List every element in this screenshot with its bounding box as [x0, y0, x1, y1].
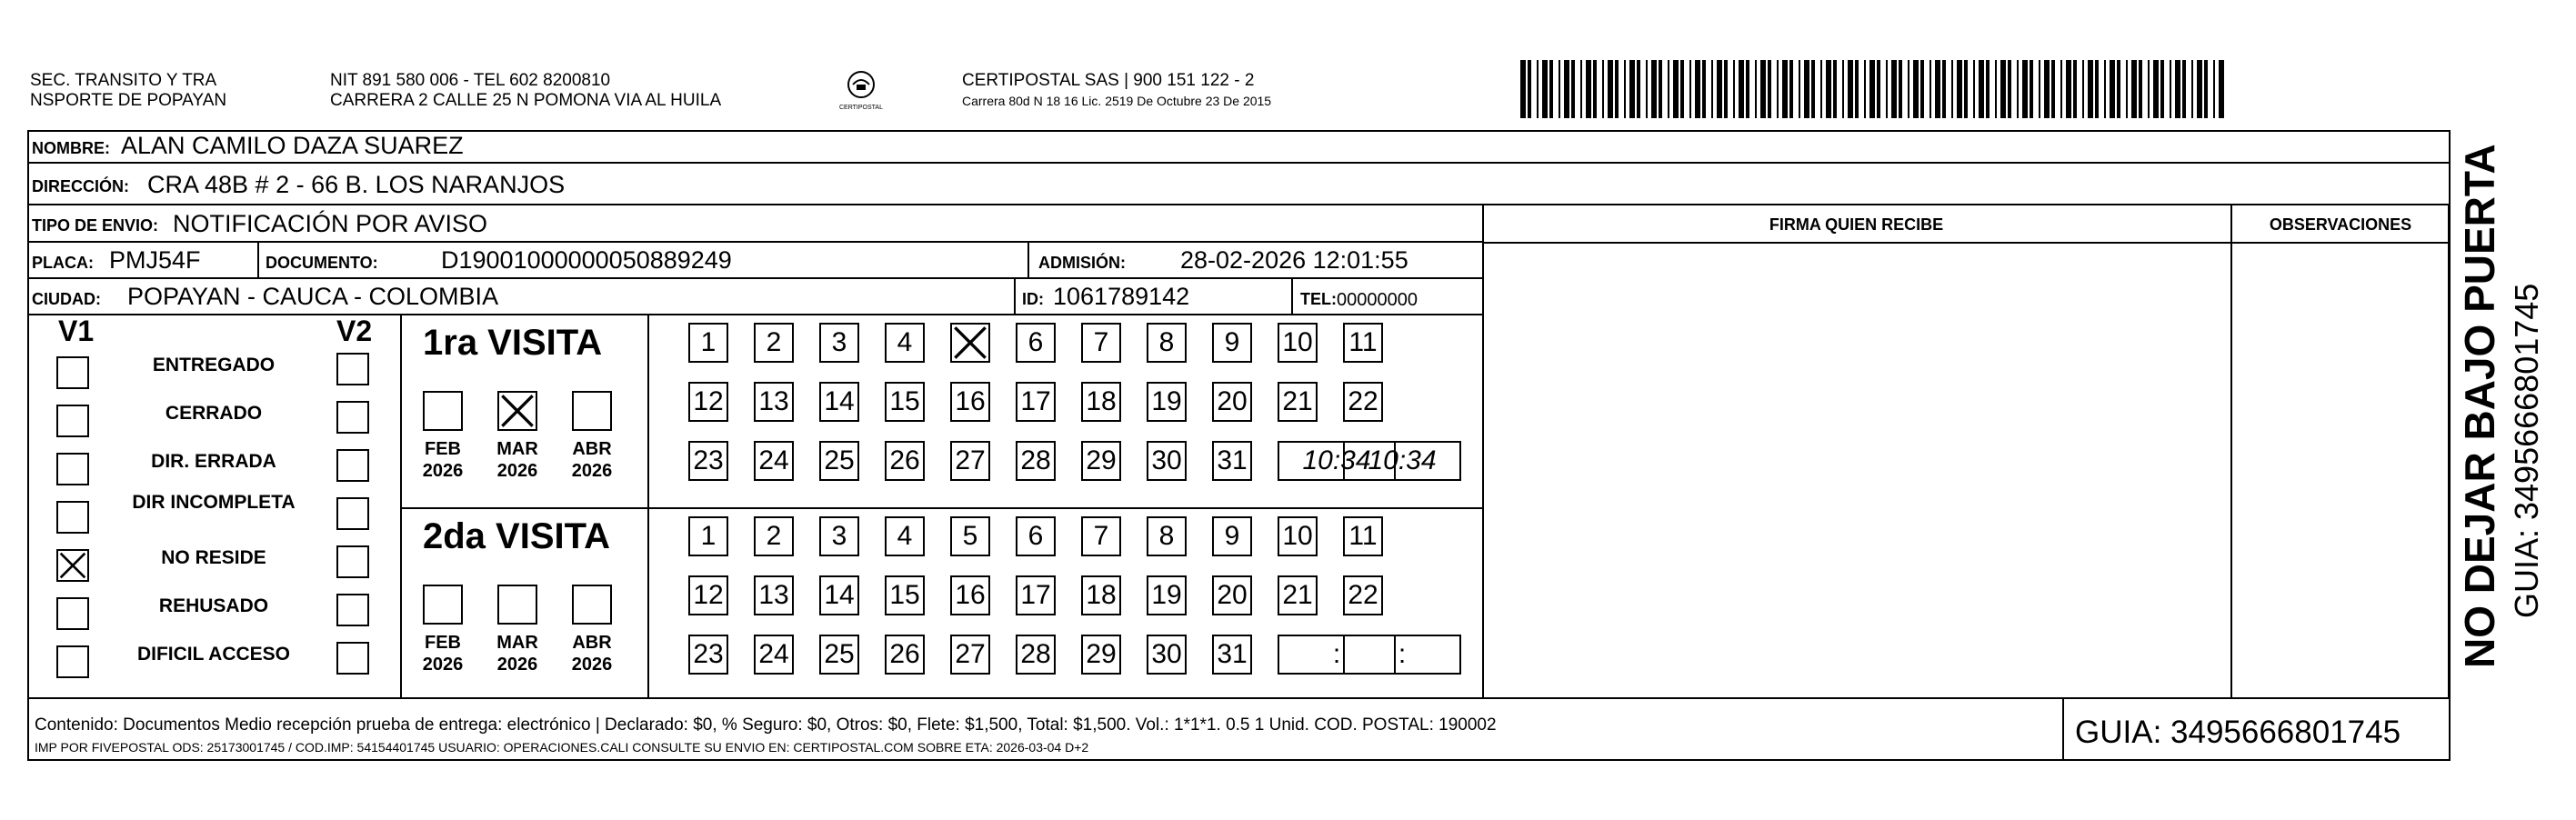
side-guia: GUIA: 3495666801745	[2508, 283, 2545, 618]
first-day-box[interactable]: 14	[819, 382, 859, 422]
barcode-bar	[1520, 60, 1526, 118]
first-day-box[interactable]: 21	[1278, 382, 1318, 422]
divider	[257, 243, 259, 279]
v2-checkbox[interactable]	[336, 353, 369, 385]
entity-line-2: NSPORTE DE POPAYAN	[30, 91, 227, 110]
barcode-bar	[2197, 60, 2202, 118]
barcode-bar	[2182, 60, 2186, 118]
v1-label: V1	[58, 315, 95, 347]
second-time-box[interactable]: :	[1343, 635, 1461, 675]
tipo-label: TIPO DE ENVIO:	[32, 216, 159, 235]
second-day-box[interactable]: 1	[688, 516, 728, 556]
first-day-box[interactable]: 1	[688, 323, 728, 363]
second-day-box[interactable]: 4	[885, 516, 925, 556]
barcode-bar	[1979, 60, 1984, 118]
barcode-bar	[1935, 60, 1940, 118]
barcode-bar	[1899, 60, 1902, 118]
second-day-box[interactable]: 27	[950, 635, 990, 675]
barcode-bar	[2104, 60, 2106, 118]
second-time-box[interactable]: :	[1278, 635, 1396, 675]
second-day-box[interactable]: 23	[688, 635, 728, 675]
v2-checkbox[interactable]	[336, 545, 369, 578]
second-day-box[interactable]: 14	[819, 575, 859, 615]
first-month-label: FEB 2026	[422, 439, 464, 481]
first-month-label: MAR 2026	[496, 439, 538, 481]
barcode-bar	[1739, 60, 1744, 118]
barcode-bar	[1891, 60, 1897, 118]
barcode-bar	[1637, 60, 1640, 118]
barcode-bar	[1559, 60, 1560, 118]
courier-line: CERTIPOSTAL SAS | 900 151 122 - 2	[962, 71, 1255, 90]
v1-checkbox[interactable]	[56, 405, 89, 437]
second-day-box[interactable]: 8	[1147, 516, 1187, 556]
barcode-bar	[1920, 60, 1924, 118]
barcode-bar	[1586, 60, 1591, 118]
first-day-box[interactable]: 24	[754, 441, 794, 481]
v2-checkbox[interactable]	[336, 497, 369, 530]
ciudad-value: POPAYAN - CAUCA - COLOMBIA	[127, 283, 499, 310]
placa-value: PMJ54F	[109, 246, 201, 274]
status-option-label: DIFICIL ACCESO	[136, 644, 290, 665]
barcode-bar	[1673, 60, 1679, 118]
first-day-box[interactable]: 16	[950, 382, 990, 422]
barcode-bar	[1528, 60, 1531, 118]
barcode-bar	[1542, 60, 1548, 118]
status-divider	[400, 315, 402, 697]
v1-checkbox[interactable]	[56, 356, 89, 389]
first-day-box[interactable]: 4	[885, 323, 925, 363]
first-day-box[interactable]: 3	[819, 323, 859, 363]
v1-checkbox[interactable]	[56, 645, 89, 678]
footer-separator	[27, 697, 2451, 699]
barcode-bar	[1804, 60, 1809, 118]
v2-checkbox[interactable]	[336, 594, 369, 626]
divider	[1027, 243, 1029, 279]
first-day-box[interactable]: 12	[688, 382, 728, 422]
v2-label: V2	[336, 315, 373, 347]
barcode-bar	[2160, 60, 2164, 118]
barcode-bar	[1702, 60, 1706, 118]
barcode-bar	[2117, 60, 2120, 118]
second-month-label: FEB 2026	[422, 633, 464, 675]
barcode-bar	[2126, 60, 2128, 118]
barcode-bar	[1695, 60, 1700, 118]
col-divider	[1482, 205, 1484, 697]
first-day-box[interactable]: 15	[885, 382, 925, 422]
courier-sub: Carrera 80d N 18 16 Lic. 2519 De Octubre 23 De 2015	[962, 94, 1272, 108]
nombre-label: NOMBRE:	[32, 139, 110, 157]
entity-name	[30, 71, 226, 111]
first-day-box[interactable]: 7	[1081, 323, 1121, 363]
barcode-bar	[1689, 60, 1691, 118]
barcode-bar	[2191, 60, 2193, 118]
barcode-bar	[1869, 60, 1875, 118]
courier-info	[962, 71, 1271, 111]
second-day-box[interactable]: 12	[688, 575, 728, 615]
barcode-bar	[1564, 60, 1569, 118]
barcode-bar	[2131, 60, 2137, 118]
v1-checkbox[interactable]	[56, 501, 89, 534]
first-day-box[interactable]: 26	[885, 441, 925, 481]
barcode-bar	[1842, 60, 1844, 118]
first-day-box[interactable]: 31	[1212, 441, 1252, 481]
barcode-bar	[1717, 60, 1722, 118]
barcode	[1520, 60, 2230, 118]
first-day-box[interactable]: 8	[1147, 323, 1187, 363]
first-day-box[interactable]: 11	[1343, 323, 1383, 363]
barcode-bar	[1580, 60, 1582, 118]
first-day-box[interactable]: 2	[754, 323, 794, 363]
first-day-box[interactable]: 9	[1212, 323, 1252, 363]
barcode-bar	[1629, 60, 1635, 118]
second-day-box[interactable]: 24	[754, 635, 794, 675]
certipostal-logo	[837, 68, 886, 114]
tipo-value: NOTIFICACIÓN POR AVISO	[173, 210, 488, 237]
ciudad-label: CIUDAD:	[32, 290, 101, 308]
documento-value: D19001000000050889249	[441, 246, 732, 274]
tel-value: 00000000	[1337, 290, 1418, 310]
first-day-box[interactable]: 10	[1278, 323, 1318, 363]
header-underline	[1482, 242, 2451, 244]
barcode-bar	[1877, 60, 1880, 118]
first-day-box[interactable]: 29	[1081, 441, 1121, 481]
footer-guia: GUIA: 3495666801745	[2075, 715, 2401, 750]
second-day-box[interactable]: 17	[1016, 575, 1056, 615]
entity-line-1: SEC. TRANSITO Y TRA	[30, 71, 217, 90]
col-divider	[2448, 205, 2450, 697]
barcode-bar	[2082, 60, 2084, 118]
first-day-box[interactable]: 17	[1016, 382, 1056, 422]
v1-checkbox[interactable]	[56, 597, 89, 630]
barcode-bar	[1593, 60, 1597, 118]
second-month-label: MAR 2026	[496, 633, 538, 675]
barcode-bar	[1624, 60, 1626, 118]
first-day-box[interactable]: 6	[1016, 323, 1056, 363]
documento-label: DOCUMENTO:	[266, 254, 378, 272]
barcode-bar	[1811, 60, 1815, 118]
barcode-bar	[1833, 60, 1837, 118]
nit-line: NIT 891 580 006 - TEL 602 8200810	[330, 71, 611, 90]
first-day-box[interactable]	[950, 323, 990, 363]
barcode-bar	[1777, 60, 1779, 118]
barcode-bar	[1760, 60, 1766, 118]
second-day-box[interactable]: 2	[754, 516, 794, 556]
v2-checkbox[interactable]	[336, 401, 369, 434]
first-month-checkbox[interactable]	[572, 391, 612, 431]
col-divider	[2230, 205, 2232, 697]
barcode-bar	[1789, 60, 1793, 118]
barcode-bar	[2008, 60, 2011, 118]
first-time-box[interactable]: 10:34	[1343, 441, 1461, 481]
admision-label: ADMISIÓN:	[1038, 254, 1126, 272]
second-day-box[interactable]: 19	[1147, 575, 1187, 615]
v2-checkbox[interactable]	[336, 642, 369, 675]
barcode-bar	[1646, 60, 1648, 118]
second-day-box[interactable]: 7	[1081, 516, 1121, 556]
second-day-box[interactable]: 9	[1212, 516, 1252, 556]
first-month-checkbox[interactable]	[497, 391, 537, 431]
second-month-checkbox[interactable]	[497, 585, 537, 625]
barcode-bar	[2000, 60, 2006, 118]
status-option-label: ENTREGADO	[152, 355, 276, 375]
second-day-box[interactable]: 10	[1278, 516, 1318, 556]
barcode-bar	[2170, 60, 2171, 118]
v1-checkbox[interactable]	[56, 453, 89, 485]
status-option-label: NO RESIDE	[161, 547, 266, 568]
footer-contenido: Contenido: Documentos Medio recepción prueba de entrega: electrónico | Declarado: $0, % Seguro: $0, Otros: $0, Flete: $1,500, Total: $1,500. Vol.: 1*1*1. 0.5 1 Unid. COD. POSTAL: 190002	[35, 715, 1497, 735]
barcode-bar	[2204, 60, 2208, 118]
barcode-bar	[1602, 60, 1604, 118]
first-day-box[interactable]: 23	[688, 441, 728, 481]
barcode-bar	[1537, 60, 1539, 118]
second-day-box[interactable]: 15	[885, 575, 925, 615]
barcode-bar	[2110, 60, 2115, 118]
barcode-bar	[1724, 60, 1728, 118]
barcode-bar	[1711, 60, 1713, 118]
barcode-bar	[1986, 60, 1990, 118]
footer-divider	[2062, 697, 2064, 761]
second-day-box[interactable]: 25	[819, 635, 859, 675]
barcode-bar	[2088, 60, 2093, 118]
barcode-bar	[1951, 60, 1953, 118]
second-day-box[interactable]: 26	[885, 635, 925, 675]
barcode-bar	[1571, 60, 1575, 118]
barcode-bar	[1957, 60, 1962, 118]
barcode-bar	[1549, 60, 1553, 118]
sender-info	[330, 71, 721, 111]
second-day-box[interactable]: 21	[1278, 575, 1318, 615]
second-day-box[interactable]: 11	[1343, 516, 1383, 556]
barcode-bar	[2022, 60, 2028, 118]
first-day-box[interactable]: 13	[754, 382, 794, 422]
second-month-checkbox[interactable]	[423, 585, 463, 625]
barcode-bar	[2039, 60, 2040, 118]
svg-text:CERTIPOSTAL: CERTIPOSTAL	[839, 105, 883, 111]
barcode-bar	[2153, 60, 2159, 118]
barcode-bar	[1820, 60, 1822, 118]
second-month-checkbox[interactable]	[572, 585, 612, 625]
first-month-label: ABR 2026	[571, 439, 613, 481]
first-day-box[interactable]: 25	[819, 441, 859, 481]
barcode-bar	[1908, 60, 1909, 118]
barcode-bar	[2030, 60, 2033, 118]
v1-checkbox[interactable]	[56, 549, 89, 582]
second-day-box[interactable]: 20	[1212, 575, 1252, 615]
status-option-label: DIR. ERRADA	[151, 451, 276, 472]
barcode-bar	[1608, 60, 1613, 118]
divider	[1291, 279, 1293, 315]
barcode-bar	[2051, 60, 2055, 118]
second-day-box[interactable]: 13	[754, 575, 794, 615]
barcode-bar	[1942, 60, 1946, 118]
barcode-bar	[2219, 60, 2224, 118]
address-line: CARRERA 2 CALLE 25 N POMONA VIA AL HUILA	[330, 91, 722, 110]
barcode-bar	[2066, 60, 2071, 118]
second-day-box[interactable]: 28	[1016, 635, 1056, 675]
barcode-bar	[1615, 60, 1619, 118]
first-day-box[interactable]: 22	[1343, 382, 1383, 422]
barcode-bar	[2017, 60, 2019, 118]
barcode-bar	[2044, 60, 2050, 118]
barcode-bar	[1668, 60, 1669, 118]
status-option-label: CERRADO	[165, 403, 263, 424]
v2-checkbox[interactable]	[336, 449, 369, 482]
visit-divider	[647, 315, 649, 697]
second-day-box[interactable]: 30	[1147, 635, 1187, 675]
barcode-bar	[1973, 60, 1975, 118]
barcode-bar	[1755, 60, 1757, 118]
barcode-bar	[1964, 60, 1968, 118]
first-month-checkbox[interactable]	[423, 391, 463, 431]
barcode-bar	[2175, 60, 2180, 118]
first-day-box[interactable]: 28	[1016, 441, 1056, 481]
second-day-box[interactable]: 5	[950, 516, 990, 556]
barcode-bar	[1746, 60, 1749, 118]
barcode-bar	[1913, 60, 1919, 118]
second-day-box[interactable]: 31	[1212, 635, 1252, 675]
second-month-label: ABR 2026	[571, 633, 613, 675]
placa-row	[27, 243, 1482, 279]
nombre-row	[27, 130, 2451, 164]
barcode-bar	[1651, 60, 1657, 118]
barcode-bar	[1855, 60, 1859, 118]
second-day-box[interactable]: 18	[1081, 575, 1121, 615]
barcode-bar	[1659, 60, 1662, 118]
first-day-box[interactable]: 18	[1081, 382, 1121, 422]
barcode-bar	[1782, 60, 1788, 118]
id-label: ID:	[1022, 290, 1044, 308]
second-day-box[interactable]: 29	[1081, 635, 1121, 675]
side-warning: NO DEJAR BAJO PUERTA	[2456, 144, 2503, 668]
barcode-bar	[1799, 60, 1800, 118]
visit-separator	[400, 507, 1482, 509]
placa-label: PLACA:	[32, 254, 94, 272]
first-day-box[interactable]: 27	[950, 441, 990, 481]
first-day-box[interactable]: 20	[1212, 382, 1252, 422]
barcode-bar	[1680, 60, 1684, 118]
barcode-bar	[1848, 60, 1853, 118]
nombre-value: ALAN CAMILO DAZA SUAREZ	[121, 132, 464, 159]
direccion-value: CRA 48B # 2 - 66 B. LOS NARANJOS	[147, 171, 566, 198]
barcode-bar	[1826, 60, 1831, 118]
direccion-row	[27, 164, 2451, 205]
barcode-bar	[2060, 60, 2062, 118]
status-option-label: DIR INCOMPLETA	[132, 492, 296, 513]
second-day-box[interactable]: 22	[1343, 575, 1383, 615]
divider	[1014, 279, 1016, 315]
status-option-label: REHUSADO	[158, 595, 269, 616]
second-day-box[interactable]: 16	[950, 575, 990, 615]
second-day-box[interactable]: 3	[819, 516, 859, 556]
first-time-box[interactable]: 10:34	[1278, 441, 1396, 481]
first-day-box[interactable]: 19	[1147, 382, 1187, 422]
barcode-bar	[2139, 60, 2142, 118]
first-day-box[interactable]: 30	[1147, 441, 1187, 481]
tel-label: TEL:	[1300, 290, 1337, 308]
direccion-label: DIRECCIÓN:	[32, 177, 129, 195]
tipo-row	[27, 205, 1482, 243]
admision-value: 28-02-2026 12:01:55	[1180, 246, 1408, 274]
barcode-bar	[1995, 60, 1997, 118]
barcode-bar	[2073, 60, 2077, 118]
barcode-bar	[1768, 60, 1771, 118]
barcode-bar	[1733, 60, 1735, 118]
barcode-bar	[2213, 60, 2215, 118]
barcode-bar	[2148, 60, 2150, 118]
first-visit-title: 1ra VISITA	[423, 323, 603, 363]
ciudad-row	[27, 279, 1482, 315]
footer-imp: IMP POR FIVEPOSTAL ODS: 25173001745 / COD.IMP: 54154401745 USUARIO: OPERACIONES.CALI CONSULTE SU ENVIO EN: CERTIPOSTAL.COM SOBRE ETA: 2026-03-04 D+2	[35, 740, 1089, 755]
second-visit-title: 2da VISITA	[423, 516, 610, 556]
second-day-box[interactable]: 6	[1016, 516, 1056, 556]
barcode-bar	[1864, 60, 1866, 118]
barcode-bar	[1929, 60, 1931, 118]
firma-header: FIRMA QUIEN RECIBE	[1769, 215, 1944, 234]
barcode-bar	[2095, 60, 2099, 118]
observaciones-header: OBSERVACIONES	[2269, 215, 2412, 234]
barcode-bar	[1886, 60, 1888, 118]
id-value: 1061789142	[1053, 283, 1190, 310]
